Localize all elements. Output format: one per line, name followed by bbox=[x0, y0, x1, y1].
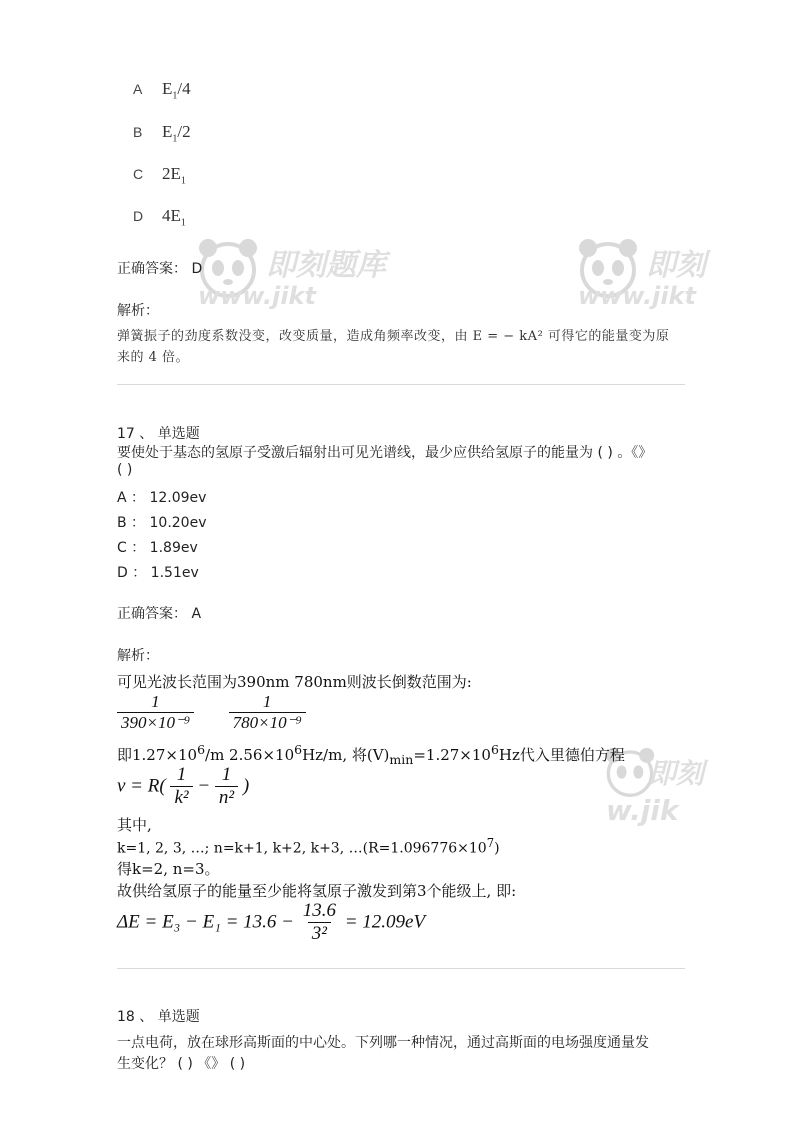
panda-logo-icon bbox=[572, 232, 644, 304]
energy-fraction-denominator: 3² bbox=[308, 922, 331, 945]
panda-logo-icon bbox=[192, 232, 264, 304]
q17-answer-value: A bbox=[191, 606, 202, 622]
fraction-1 bbox=[117, 692, 194, 733]
rydberg-fraction-2-denominator: n² bbox=[215, 786, 238, 809]
fraction-1-numerator: 1 bbox=[151, 692, 160, 711]
energy-fraction-numerator: 13.6 bbox=[302, 900, 336, 921]
watermark-brand-partial: 即刻 bbox=[646, 248, 706, 283]
q17-stem-line2: ( ) bbox=[117, 462, 133, 478]
q18-header: 18 、 单选题 bbox=[117, 1009, 200, 1025]
q16-option-b-math: $E_1/2$ bbox=[162, 122, 191, 145]
q18-stem-line2: 生变化？ ( ) 《》 ( ) bbox=[117, 1056, 246, 1072]
rydberg-fraction-1-denominator: k² bbox=[170, 786, 192, 809]
q17-option-c: C ： 1.89ev bbox=[117, 540, 198, 556]
energy-equation bbox=[117, 900, 425, 945]
q16-answer bbox=[117, 258, 202, 278]
rydberg-rhs: ) bbox=[242, 775, 250, 797]
rydberg-lhs: ν = R( bbox=[117, 775, 166, 797]
watermark-url-partial: w.jik bbox=[606, 794, 679, 827]
q16-option-d-math: $4E_1$ bbox=[162, 206, 186, 229]
fraction-1-denominator: 390×10⁻⁹ bbox=[117, 712, 194, 733]
rydberg-fraction-2-numerator: 1 bbox=[221, 764, 232, 785]
fraction-2 bbox=[229, 692, 306, 733]
q17-stem-line1: 要使处于基态的氢原子受激后辐射出可见光谱线，最少应供给氢原子的能量为 ( ) 。《》 bbox=[117, 445, 653, 461]
q17-solution-line3: 其中, bbox=[117, 816, 152, 834]
q17-solution-line1: 可见光波长范围为390nm 780nm则波长倒数范围为: bbox=[117, 673, 472, 691]
watermark-mid-right bbox=[600, 742, 800, 832]
q17-solution-line2: 即$1.27\times 10^6/m$ $2.56\times 10^6Hz/m$, 将$(V)_{min}=1.27\times 10^6Hz$代入里德伯方程 bbox=[117, 742, 625, 767]
q17-solution-line6: 故供给氢原子的能量至少能将氢原子激发到第3个能级上, 即: bbox=[117, 882, 517, 900]
watermark-url: www.jikt bbox=[578, 282, 696, 310]
q17-solution-line5: 得k=2, n=3。 bbox=[117, 860, 220, 878]
q16-answer-label: 正确答案： bbox=[117, 261, 187, 277]
energy-lhs: ΔE = E₃ − E₁ = 13.6 − bbox=[117, 911, 294, 933]
fraction-2-numerator: 1 bbox=[262, 692, 272, 711]
q17-option-a: A ： 12.09ev bbox=[117, 490, 207, 506]
watermark-url: www.jikt bbox=[198, 282, 316, 310]
q18-stem-line1: 一点电荷，放在球形高斯面的中心处。下列哪一种情况，通过高斯面的电场强度通量发 bbox=[117, 1035, 649, 1051]
q16-option-a-math: $E_1/4$ bbox=[162, 79, 191, 102]
q16-option-c-math: $2E_1$ bbox=[162, 164, 186, 187]
rydberg-fraction-1-numerator: 1 bbox=[176, 764, 187, 785]
q16-analysis-label: 解析： bbox=[117, 303, 159, 319]
watermark-right bbox=[572, 232, 800, 312]
q16-analysis-line2: 来的 4 倍。 bbox=[117, 350, 190, 365]
rydberg-fraction-2 bbox=[215, 764, 238, 809]
rydberg-equation bbox=[117, 764, 249, 809]
q16-option-d-letter: D bbox=[133, 208, 144, 224]
q17-solution-line4: k=1, 2, 3, …; n=k+1, k+2, k+3, $\dots(R=1.096776\times 10^7)$ bbox=[117, 836, 500, 857]
q17-fraction-range bbox=[117, 692, 306, 733]
q16-option-b-letter: B bbox=[133, 124, 143, 140]
q17-option-b: B ： 10.20ev bbox=[117, 515, 207, 531]
q16-option-a-letter: A bbox=[133, 81, 143, 97]
energy-fraction bbox=[299, 900, 340, 945]
divider bbox=[117, 384, 685, 385]
q17-option-d: D ： 1.51ev bbox=[117, 565, 199, 581]
q17-header: 17 、 单选题 bbox=[117, 426, 200, 442]
watermark-left bbox=[192, 232, 422, 312]
fraction-2-denominator: 780×10⁻⁹ bbox=[229, 712, 306, 733]
q17-answer bbox=[117, 603, 201, 623]
q17-analysis-label: 解析： bbox=[117, 648, 159, 664]
divider bbox=[117, 968, 685, 969]
q16-option-c-letter: C bbox=[133, 166, 144, 182]
watermark-brand-partial: 即刻 bbox=[648, 757, 705, 790]
rydberg-fraction-1 bbox=[170, 764, 192, 809]
watermark-brand: 即刻题库 bbox=[266, 248, 386, 283]
energy-rhs: = 12.09eV bbox=[344, 911, 426, 933]
q16-analysis-line1: 弹簧振子的劲度系数没变，改变质量，造成角频率改变，由 E = − kA² 可得它的能量变为原 bbox=[117, 329, 670, 344]
q16-answer-value: D bbox=[191, 261, 203, 277]
rydberg-minus: − bbox=[197, 775, 211, 797]
q17-answer-label: 正确答案： bbox=[117, 606, 187, 622]
